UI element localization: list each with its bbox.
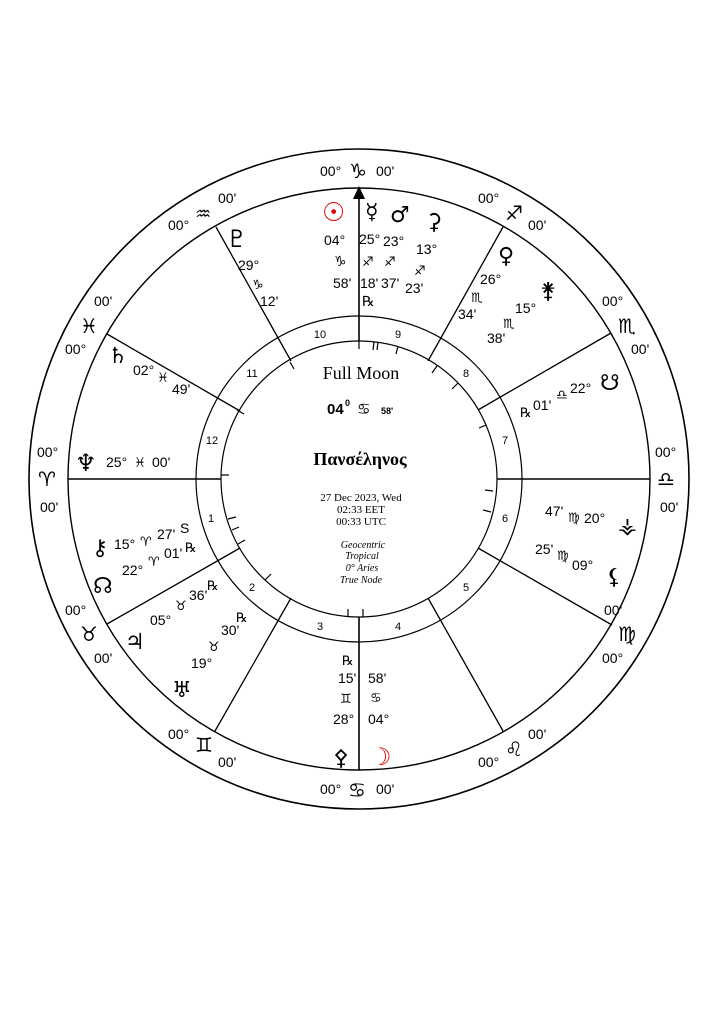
north-node-minutes: 01' xyxy=(164,545,183,561)
moon-center-sign-icon: ♋ xyxy=(357,400,371,418)
north-node-icon: ☊ xyxy=(93,574,113,599)
uranus-sign-icon: ♉ xyxy=(208,640,220,655)
lilith-degree: 09° xyxy=(572,557,594,573)
house-number-7: 7 xyxy=(501,435,509,447)
vesta-minutes: 47' xyxy=(545,503,564,519)
dsc-minutes: 00' xyxy=(660,499,679,515)
neptune-icon: ♆ xyxy=(75,449,97,477)
asc-degree: 00° xyxy=(37,444,59,460)
chiron-top-degree: 13° xyxy=(416,241,438,257)
house-number-5: 5 xyxy=(462,582,470,594)
house-number-3: 3 xyxy=(316,621,324,633)
moon-center-degree-sup: 0 xyxy=(345,398,351,408)
moon-icon: ☽ xyxy=(370,743,392,771)
south-node-retrograde-icon: ℞ xyxy=(520,406,532,421)
venus-degree: 26° xyxy=(480,271,502,287)
venus-minutes: 34' xyxy=(458,306,477,322)
gemini-icon: ♊ xyxy=(195,733,213,757)
c3-degree: 00° xyxy=(168,726,190,742)
chiron-top-sign-icon: ♐ xyxy=(414,264,426,279)
south-node-icon: ☋ xyxy=(600,371,620,396)
venus-icon: ♀ xyxy=(498,244,515,269)
house-number-1: 1 xyxy=(207,513,215,525)
setting-zero-aries: 0° Aries xyxy=(345,563,379,574)
neptune-minutes: 00' xyxy=(152,454,171,470)
sagittarius-icon: ♐ xyxy=(505,201,523,225)
pallas-icon: ⚴ xyxy=(333,746,350,771)
pallas-degree: 28° xyxy=(333,711,355,727)
moon-degree: 04° xyxy=(368,711,390,727)
moon-center-minutes: 58' xyxy=(381,406,394,416)
jupiter-sign-icon: ♉ xyxy=(175,599,187,614)
cancer-icon: ♋ xyxy=(348,778,366,802)
planet-positions xyxy=(75,198,637,771)
lilith-sign-icon: ♍ xyxy=(557,549,569,564)
uranus-icon: ♅ xyxy=(172,678,192,703)
c5-degree: 00° xyxy=(478,754,500,770)
cusp-labels xyxy=(37,159,678,802)
c9-minutes: 00' xyxy=(528,217,547,233)
jupiter-minutes: 36' xyxy=(189,587,208,603)
chiron-top-minutes: 23' xyxy=(405,280,424,296)
mercury-minutes: 18' xyxy=(360,275,379,291)
house-number-11: 11 xyxy=(246,368,258,380)
mars-icon: ♂ xyxy=(390,203,410,228)
house-number-4: 4 xyxy=(394,621,402,633)
jupiter-degree: 05° xyxy=(150,612,172,628)
chiron-sign-icon: ♈ xyxy=(140,535,152,550)
setting-true-node: True Node xyxy=(340,575,382,586)
mercury-degree: 25° xyxy=(359,231,381,247)
north-node-degree: 22° xyxy=(122,562,144,578)
c8-minutes: 00' xyxy=(631,341,650,357)
house-number-2: 2 xyxy=(248,582,256,594)
mercury-icon: ☿ xyxy=(365,200,379,225)
moon-center-degree: 04 xyxy=(327,401,344,418)
c11-minutes: 00' xyxy=(218,190,237,206)
mercury-sign-icon: ♐ xyxy=(362,255,374,270)
uranus-minutes: 30' xyxy=(221,622,240,638)
chiron-station: S xyxy=(180,520,190,536)
pisces-icon: ♓ xyxy=(80,314,98,338)
house-number-10: 10 xyxy=(313,329,327,341)
aquarius-icon: ♒ xyxy=(195,204,212,225)
saturn-minutes: 49' xyxy=(172,381,191,397)
c9-degree: 00° xyxy=(478,190,500,206)
ic-minutes: 00' xyxy=(376,781,395,797)
mc-minutes: 00' xyxy=(376,163,395,179)
south-node-degree: 22° xyxy=(570,380,592,396)
chiron-degree: 15° xyxy=(114,536,136,552)
pallas-minutes: 15' xyxy=(338,670,357,686)
vesta-sign-icon: ♍ xyxy=(568,511,580,526)
c11-degree: 00° xyxy=(168,217,190,233)
event-date: 27 Dec 2023, Wed xyxy=(320,492,402,504)
uranus-retrograde-icon: ℞ xyxy=(236,611,248,626)
moon-sign-icon: ♋ xyxy=(370,691,382,706)
c6-minutes: 00' xyxy=(604,602,623,618)
juno-degree: 15° xyxy=(515,300,537,316)
mercury-retrograde-icon: ℞ xyxy=(362,294,375,310)
scorpio-icon: ♏ xyxy=(618,314,636,338)
c3-minutes: 00' xyxy=(218,754,237,770)
saturn-degree: 02° xyxy=(133,362,155,378)
juno-minutes: 38' xyxy=(487,330,506,346)
neptune-sign-icon: ♓ xyxy=(134,456,146,471)
c6-degree: 00° xyxy=(602,650,624,666)
sun-icon: ☉ xyxy=(322,198,346,228)
sun-sign-icon: ♑ xyxy=(334,254,347,270)
center-info xyxy=(313,363,407,586)
setting-tropical: Tropical xyxy=(345,551,379,562)
c2-degree: 00° xyxy=(65,602,87,618)
c12-minutes: 00' xyxy=(94,293,113,309)
sun-degree: 04° xyxy=(324,232,346,248)
ic-degree: 00° xyxy=(320,781,342,797)
asc-minutes: 00' xyxy=(40,499,59,515)
cusp-line-5 xyxy=(428,598,503,731)
house-number-6: 6 xyxy=(501,513,509,525)
vesta-icon: ⚶ xyxy=(618,514,637,539)
c5-minutes: 00' xyxy=(528,726,547,742)
house-cusp-lines xyxy=(68,196,650,770)
cusp-line-3 xyxy=(215,598,291,731)
uranus-degree: 19° xyxy=(191,655,213,671)
chiron-top-icon: ⚳ xyxy=(426,210,443,235)
setting-geocentric: Geocentric xyxy=(340,540,386,551)
saturn-icon: ♄ xyxy=(108,344,128,369)
dsc-degree: 00° xyxy=(655,444,677,460)
house-number-12: 12 xyxy=(205,435,219,447)
mc-degree: 00° xyxy=(320,163,342,179)
mars-minutes: 37' xyxy=(381,275,400,291)
chiron-icon: ⚷ xyxy=(92,536,109,561)
event-title: Full Moon xyxy=(322,363,400,383)
north-node-retrograde-icon: ℞ xyxy=(185,541,197,556)
house-number-9: 9 xyxy=(394,329,402,341)
pallas-retrograde-icon: ℞ xyxy=(342,654,354,669)
pluto-icon: ♇ xyxy=(226,225,248,253)
c8-degree: 00° xyxy=(602,293,624,309)
neptune-degree: 25° xyxy=(106,454,128,470)
south-node-minutes: 01' xyxy=(533,397,552,413)
saturn-sign-icon: ♓ xyxy=(157,371,169,386)
mars-degree: 23° xyxy=(383,233,405,249)
libra-icon: ♎ xyxy=(657,467,675,491)
pluto-degree: 29° xyxy=(238,257,260,273)
vesta-degree: 20° xyxy=(584,510,606,526)
virgo-icon: ♍ xyxy=(618,622,636,646)
south-node-sign-icon: ♎ xyxy=(556,388,568,403)
pluto-sign-icon: ♑ xyxy=(252,278,264,293)
lilith-minutes: 25' xyxy=(535,541,554,557)
lilith-icon: ⚸ xyxy=(606,565,623,590)
chiron-minutes: 27' xyxy=(157,526,176,542)
pluto-minutes: 12' xyxy=(260,293,279,309)
event-time-local: 02:33 EET xyxy=(337,504,385,516)
juno-icon: ⚵ xyxy=(540,279,557,304)
north-node-sign-icon: ♈ xyxy=(148,555,160,570)
pallas-sign-icon: ♊ xyxy=(340,692,352,707)
c12-degree: 00° xyxy=(65,341,87,357)
house-number-8: 8 xyxy=(462,368,470,380)
jupiter-retrograde-icon: ℞ xyxy=(207,579,219,594)
event-subtitle-greek: Πανσέληνος xyxy=(313,449,407,469)
venus-sign-icon: ♏ xyxy=(471,291,483,306)
leo-icon: ♌ xyxy=(505,737,523,761)
mars-sign-icon: ♐ xyxy=(384,255,396,270)
event-time-utc: 00:33 UTC xyxy=(336,516,386,528)
sun-minutes: 58' xyxy=(333,275,352,291)
juno-sign-icon: ♏ xyxy=(503,317,515,332)
c2-minutes: 00' xyxy=(94,650,113,666)
jupiter-icon: ♃ xyxy=(125,630,145,655)
capricorn-icon: ♑ xyxy=(349,159,367,183)
taurus-icon: ♉ xyxy=(80,622,98,646)
aries-icon: ♈ xyxy=(38,467,56,491)
moon-minutes: 58' xyxy=(368,670,387,686)
